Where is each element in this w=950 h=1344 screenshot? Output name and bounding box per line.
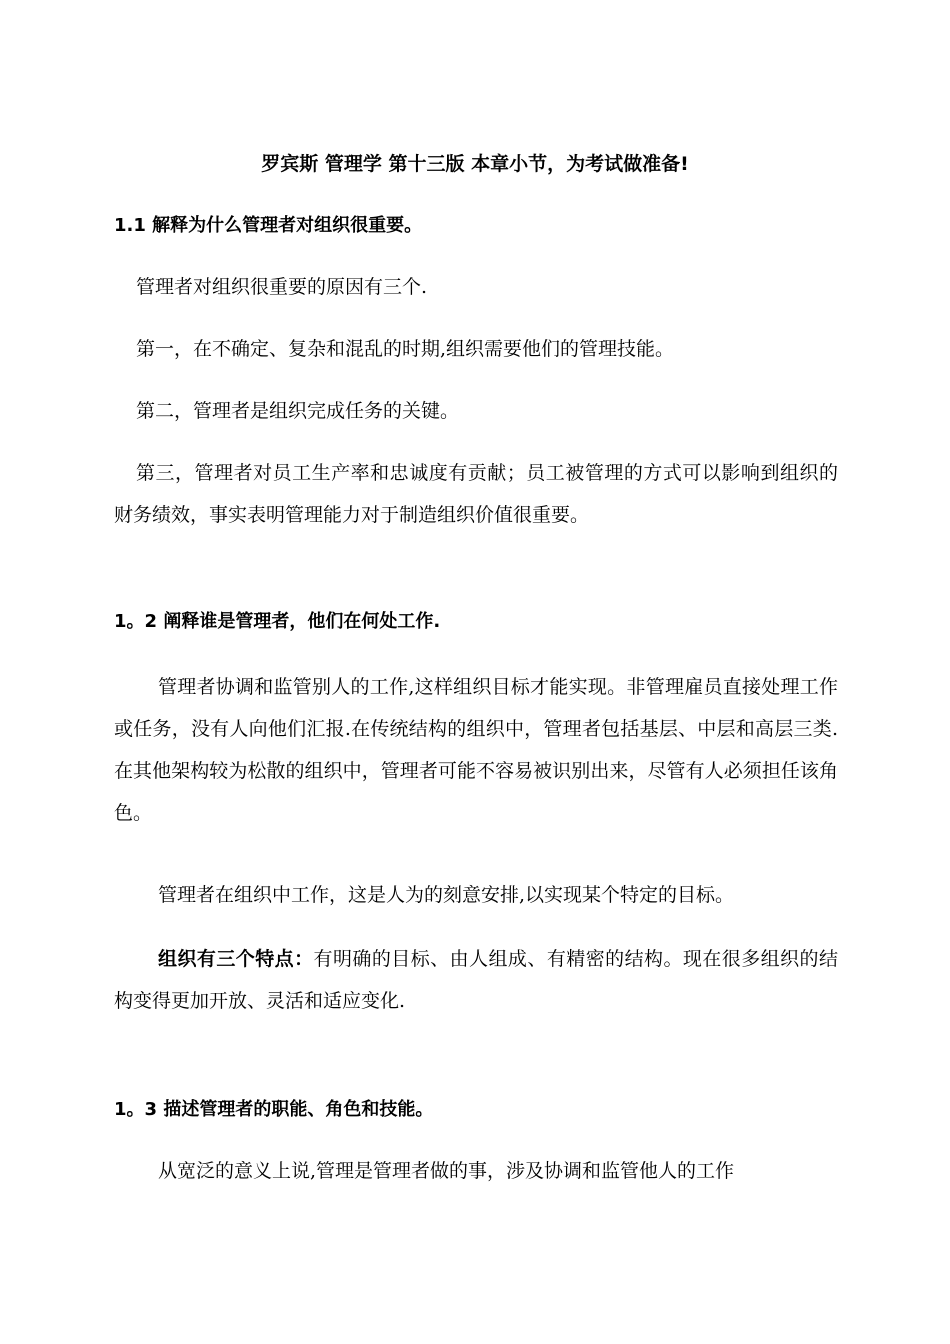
paragraph-1-3-intro: 从宽泛的意义上说,管理是管理者做的事，涉及协调和监管他人的工作: [158, 1160, 735, 1182]
paragraph-1-1-second: 第二，管理者是组织完成任务的关键。: [136, 400, 460, 422]
features-lead: 组织有三个特点：: [158, 948, 314, 970]
paragraph-1-1-intro: 管理者对组织很重要的原因有三个.: [136, 276, 428, 298]
paragraph-1-2-features: [114, 938, 838, 1022]
paragraph-1-1-third: 第三，管理者对员工生产率和忠诚度有贡献；员工被管理的方式可以影响到组织的财务绩效，事实表明管理能力对于制造组织价值很重要。: [114, 462, 838, 526]
paragraph-1-2-managers: 管理者协调和监管别人的工作,这样组织目标才能实现。非管理雇员直接处理工作或任务，没有人向他们汇报.在传统结构的组织中，管理者包括基层、中层和高层三类.在其他架构较为松散的组织中，管理者可能不容易被识别出来，尽管有人必须担任该角色。: [114, 676, 838, 824]
section-heading-1-3: 1。3 描述管理者的职能、角色和技能。: [114, 1099, 434, 1120]
features-text: 有明确的目标、由人组成、有精密的结构。现在很多组织的结构变得更加开放、灵活和适应变化.: [114, 948, 838, 1012]
paragraph-1-2-work: 管理者在组织中工作，这是人为的刻意安排,以实现某个特定的目标。: [158, 884, 735, 906]
section-heading-1-2: 1。2 阐释谁是管理者，他们在何处工作.: [114, 611, 441, 632]
paragraph-1-1-first: 第一，在不确定、复杂和混乱的时期,组织需要他们的管理技能。: [136, 338, 675, 360]
document-title: 罗宾斯 管理学 第十三版 本章小节，为考试做准备!: [261, 153, 689, 175]
section-heading-1-1: 1.1 解释为什么管理者对组织很重要。: [114, 215, 423, 236]
